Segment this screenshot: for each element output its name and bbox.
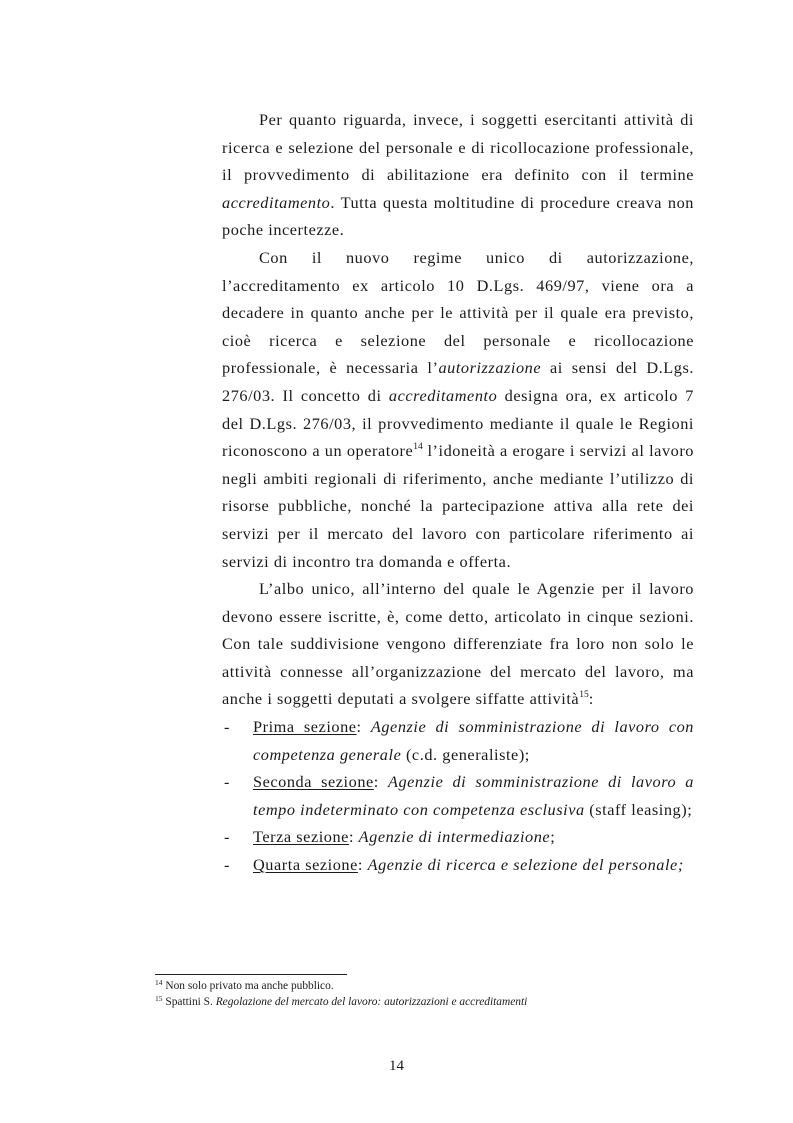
- footnote-ref-14[interactable]: 14: [413, 442, 423, 453]
- paragraph-1: [222, 106, 694, 244]
- footnote-ref-15[interactable]: 15: [579, 690, 589, 701]
- footnote-italic: Regolazione del mercato del lavoro: autorizzazioni e accreditamenti: [215, 995, 528, 1008]
- footnote-14: [155, 979, 695, 995]
- list-dash: -: [224, 855, 230, 875]
- paragraph-text: :: [588, 689, 594, 709]
- paragraph-text: . Tutta questa moltitudine di procedure creava non poche incertezze.: [222, 192, 694, 240]
- paragraph-text: L’albo unico, all’interno del quale le Agenzie per il lavoro devono essere iscritte, è, come detto, articolato in cinque sezioni. Con tale suddivisione vengono differenziate fra loro non solo le attività connesse all’organizzazione del mercato del lavoro, ma anche i soggetti deputati a svolgere siffatte attività: [222, 579, 694, 709]
- section-description: Agenzie di somministrazione di lavoro a tempo indeterminato con competenza esclusiva: [253, 772, 694, 819]
- section-label: Prima sezione: [253, 717, 357, 737]
- separator: :: [356, 717, 371, 737]
- paragraph-text: Con il nuovo regime unico di autorizzazione, l’accreditamento ex articolo 10 D.Lgs. 469/97, viene ora a decadere in quanto anche per le attività per il quale era previsto, cioè ricerca e selezione del personale e ricollocazione professionale, è necessaria l’: [222, 247, 694, 378]
- paragraph-2: [222, 244, 694, 575]
- footnote-text: Spattini S.: [165, 995, 216, 1008]
- footnotes: [155, 979, 695, 1010]
- footnote-number: 15: [155, 993, 163, 1003]
- separator: :: [348, 827, 359, 847]
- separator: :: [357, 855, 368, 875]
- separator: :: [373, 772, 388, 792]
- italic-term: accreditamento: [222, 192, 331, 212]
- page-number: 14: [389, 1058, 404, 1074]
- paragraph-text: designa ora, ex articolo 7 del D.Lgs. 276/03, il provvedimento mediante il quale le Regioni riconoscono a un operatore: [222, 385, 694, 461]
- list-dash: -: [224, 717, 230, 737]
- footnote-separator: [155, 974, 347, 975]
- list-item: [222, 768, 694, 823]
- list-dash: -: [224, 827, 230, 847]
- section-label: Terza sezione: [253, 827, 349, 847]
- paragraph-text: ai sensi del D.Lgs. 276/03. Il concetto di: [222, 358, 694, 405]
- body-text: [222, 106, 694, 879]
- section-tail: ;: [550, 827, 556, 847]
- section-description: Agenzie di somministrazione di lavoro con competenza generale: [253, 717, 694, 764]
- italic-term: autorizzazione: [438, 358, 542, 378]
- list-item: [222, 851, 694, 879]
- footnote-number: 14: [155, 978, 163, 987]
- footnote-text: Non solo privato ma anche pubblico.: [165, 980, 334, 992]
- section-label: Quarta sezione: [253, 855, 358, 875]
- paragraph-text: l’idoneità a erogare i servizi al lavoro negli ambiti regionali di riferimento, anche mediante l’utilizzo di risorse pubbliche, nonché la partecipazione attiva alla rete dei servizi per il mercato del lavoro con particolare riferimento ai servizi di incontro tra domanda e offerta.: [222, 441, 694, 571]
- italic-term: accreditamento: [388, 385, 498, 405]
- section-label: Seconda sezione: [253, 772, 374, 792]
- paragraph-3: [222, 575, 694, 713]
- section-tail: (c.d. generaliste);: [401, 744, 530, 764]
- footnote-15: [155, 995, 695, 1011]
- sections-list: [222, 713, 694, 879]
- paragraph-text: Per quanto riguarda, invece, i soggetti esercitanti attività di ricerca e selezione del personale e di ricollocazione professionale, il provvedimento di abilitazione era definito con il termine: [222, 110, 694, 185]
- section-description: Agenzie di intermediazione: [358, 827, 551, 847]
- list-dash: -: [224, 772, 230, 792]
- list-item: [222, 713, 694, 768]
- section-tail: (staff leasing);: [584, 799, 693, 819]
- list-item: [222, 823, 694, 851]
- section-description: Agenzie di ricerca e selezione del personale;: [367, 855, 684, 875]
